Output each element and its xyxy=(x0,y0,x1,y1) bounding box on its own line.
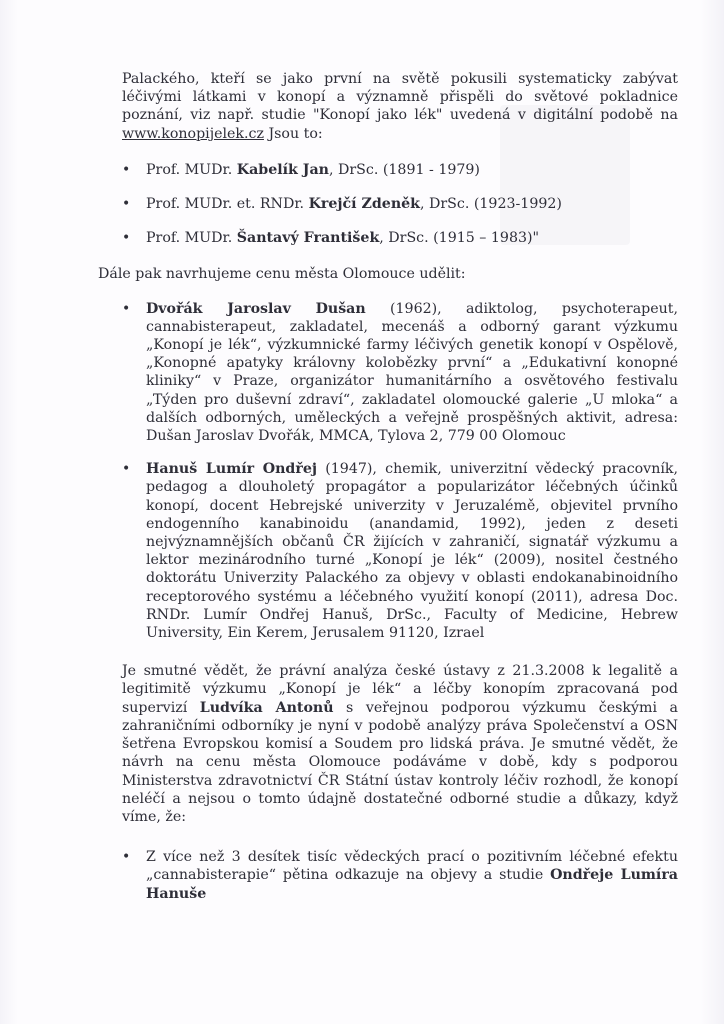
nominee-description: (1947), chemik, univerzitní vědecký pracovník, pedagog a dlouholetý propagátor a popularizátor léčebných účinků konopí, docent Hebrejské univerzity v Jeruzalémě, objevitel prvního endogenního kanabinoidu (anandamid, 1992), jeden z deseti nejvýznamnějších občanů ČR žijících v zahraničí, signatář výzkumu a lektor mezinárodního turné „Konopí je lék“ (2009), nositel čestného doktorátu Univerzity Palackého za objevy v oblasti endokanabinoidního receptorového systému a léčebného využití konopí (2011), adresa Doc. RNDr. Lumír Ondřej Hanuš, DrSc., Faculty of Medicine, Hebrew University, Ein Kerem, Jerusalem 91120, Izrael xyxy=(146,461,678,642)
list-item: • Prof. MUDr. Kabelík Jan, DrSc. (1891 - 1979) xyxy=(122,161,480,178)
researcher-name: Ondřeje Lumíra Hanuše xyxy=(146,867,678,902)
list-item xyxy=(122,300,678,446)
bullet-icon: • xyxy=(122,300,131,317)
professor-list xyxy=(98,161,678,248)
list-item: • Prof. MUDr. et. RNDr. Krejčí Zdeněk, DrSc. (1923-1992) xyxy=(122,196,562,213)
nominee-list xyxy=(98,300,678,643)
nominee-description: (1962), adiktolog, psychoterapeut, cannabisterapeut, zakladatel, mecenáš a odborný garant výzkumu „Konopí je lék“, výzkumnické farmy léčivých genetik konopí v Ospělově, „Konopné apatyky královny kolobězky první“ a „Edukativní konopné kliniky“ v Praze, organizátor humanitárního a osvětového festivalu „Týden pro duševní zdraví“, zakladatel olomoucké galerie „U mloka“ a dalších odborných, uměleckých a veřejně prospěšných aktivit, adresa: Dušan Jaroslav Dvořák, MMCA, Tylova 2, 779 00 Olomouc xyxy=(146,300,678,445)
bullet-icon: • xyxy=(122,230,131,247)
intro-paragraph xyxy=(122,70,678,143)
list-item: • Z více než 3 desítek tisíc vědeckých prací o pozitivním léčebné efektu „cannabisterapie“ pětina odkazuje na objevy a studie Ondřeje Lumíra Hanuše xyxy=(122,849,678,902)
website-link[interactable]: www.konopijelek.cz xyxy=(122,125,264,142)
list-item: • Prof. MUDr. Šantavý František, DrSc. (1915 – 1983)" xyxy=(122,230,540,247)
professor-name: Kabelík Jan xyxy=(236,161,329,178)
supervisor-name: Ludvíka Antonů xyxy=(199,699,334,716)
facts-list xyxy=(98,848,678,903)
list-item xyxy=(122,460,678,642)
professor-name: Krejčí Zdeněk xyxy=(308,196,420,213)
bullet-icon: • xyxy=(122,461,131,478)
sad-paragraph: Je smutné vědět, že právní analýza české ústavy z 21.3.2008 k legalitě a legitimitě výzkumu „Konopí je lék“ a léčby konopím zpracovaná pod supervizí Ludvíka Antonů s veřejnou podporou výzkumu českými a zahraničními odborníky je nyní v podobě analýzy práva Společenství a OSN šetřena Evropskou komisí a Soudem pro lidská práva. Je smutné vědět, že návrh na cenu města Olomouce podáváme v době, kdy s podporou Ministerstva zdravotnictví ČR Státní ústav kontroly léčiv rozhodl, že konopí neléčí a nejsou o tomto údajně dostatečné odborné studie a důkazy, když víme, že: xyxy=(122,663,678,825)
nominee-name: Hanuš Lumír Ondřej xyxy=(146,461,317,478)
award-intro: Dále pak navrhujeme cenu města Olomouce udělit: xyxy=(98,266,466,283)
professor-name: Šantavý František xyxy=(236,230,380,247)
bullet-icon: • xyxy=(122,161,131,178)
nominee-name: Dvořák Jaroslav Dušan xyxy=(146,300,366,317)
bullet-icon: • xyxy=(122,849,131,866)
bullet-icon: • xyxy=(122,196,131,213)
intro-after-link: Jsou to: xyxy=(263,125,323,142)
intro-text: Palackého, kteří se jako první na světě pokusili systematicky zabývat léčivými látkami v konopí a významně přispěli do světové pokladnice poznání, viz např. studie "Konopí jako lék" uvedená v digitální podobě na xyxy=(122,71,678,124)
document-body xyxy=(98,70,678,903)
